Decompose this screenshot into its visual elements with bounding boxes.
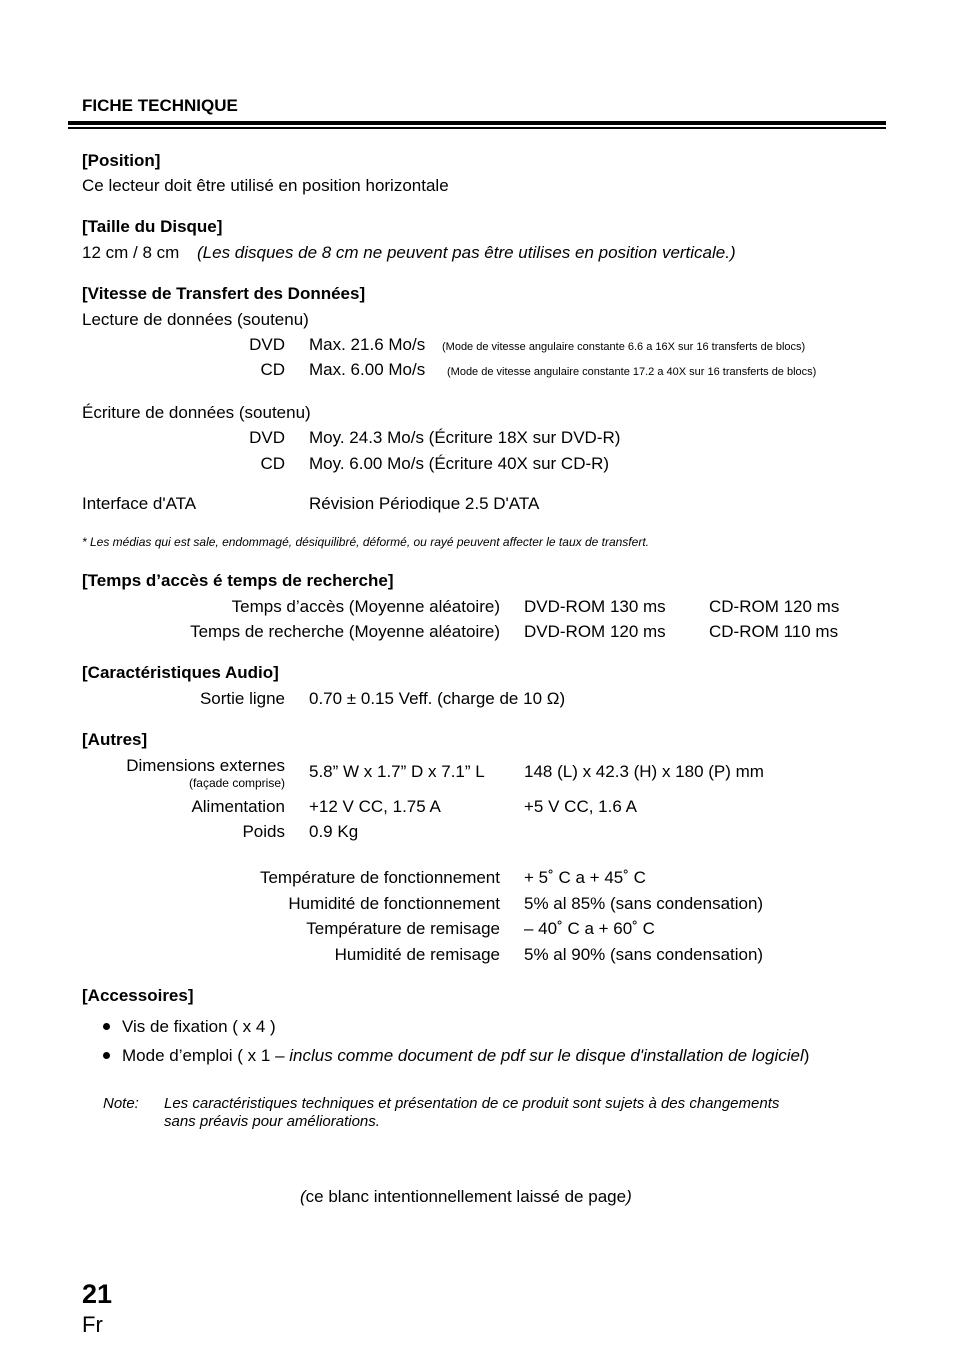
accessory-item-manual	[122, 1046, 809, 1066]
blank-text: ce blanc intentionnellement laissé de page	[305, 1187, 627, 1206]
op-temp-value: + 5˚ C a + 45˚ C	[524, 868, 646, 887]
accessories-heading: [Accessoires]	[82, 986, 194, 1005]
audio-label: Sortie ligne	[199, 689, 285, 708]
op-humidity-value: 5% al 85% (sans condensation)	[524, 894, 764, 913]
storage-temp-value: – 40˚ C a + 60˚ C	[524, 919, 655, 938]
read-dvd-note: (Mode de vitesse angulaire constante 6.6 a 16X sur 16 transferts de blocs)	[442, 341, 806, 353]
audio-value: 0.70 ± 0.15 Veff. (charge de 10 Ω)	[309, 689, 566, 708]
seek-row-label: Temps de recherche (Moyenne aléatoire)	[190, 622, 500, 641]
note-line-1: Les caractéristiques techniques et présentation de ce produit sont sujets à des changements	[164, 1095, 780, 1112]
note-line-2: sans préavis pour améliorations.	[164, 1113, 380, 1130]
read-dvd-type: DVD	[249, 335, 285, 354]
write-cd-value: Moy. 6.00 Mo/s (Écriture 40X sur CD-R)	[309, 454, 610, 473]
transfer-footnote: * Les médias qui est sale, endommagé, désiquilibré, déformé, ou rayé peuvent affecter le taux de transfert.	[82, 535, 649, 549]
audio-heading: [Caractéristiques Audio]	[82, 663, 279, 682]
read-cd-note: (Mode de vitesse angulaire constante 17.2 a 40X sur 16 transferts de blocs)	[447, 366, 817, 378]
read-dvd-value: Max. 21.6 Mo/s	[309, 335, 426, 354]
write-dvd-type: DVD	[249, 428, 285, 447]
storage-humidity-label: Humidité de remisage	[334, 945, 500, 964]
power-label: Alimentation	[191, 797, 285, 816]
manual-prefix: Mode d’emploi ( x 1 –	[122, 1046, 290, 1065]
blank-page-notice	[300, 1187, 632, 1207]
manual-suffix: )	[803, 1046, 810, 1065]
storage-humidity-value: 5% al 90% (sans condensation)	[524, 945, 764, 964]
access-row-cd: CD-ROM 120 ms	[709, 597, 840, 616]
page-title: FICHE TECHNIQUE	[82, 96, 238, 115]
disc-size-note: (Les disques de 8 cm ne peuvent pas être utilises en position verticale.)	[197, 243, 736, 262]
dimensions-label: Dimensions externes	[126, 756, 285, 775]
blank-close-paren: )	[626, 1187, 632, 1206]
power-5v: +5 V CC, 1.6 A	[524, 797, 637, 816]
position-heading: [Position]	[82, 151, 161, 170]
page-number: 21	[82, 1279, 113, 1309]
blank-open-paren: (	[300, 1187, 306, 1206]
position-text: Ce lecteur doit être utilisé en position horizontale	[82, 176, 449, 195]
bullet-icon	[103, 1052, 110, 1059]
storage-temp-label: Température de remisage	[306, 919, 500, 938]
interface-label: Interface d'ATA	[82, 494, 197, 513]
header-rule-thin	[68, 127, 886, 129]
accessory-item-screws: Vis de fixation ( x 4 )	[122, 1017, 276, 1036]
write-label: Écriture de données (soutenu)	[82, 403, 311, 422]
seek-row-dvd: DVD-ROM 120 ms	[524, 622, 666, 641]
transfer-heading: [Vitesse de Transfert des Données]	[82, 284, 366, 303]
weight-value: 0.9 Kg	[309, 822, 359, 841]
note-label: Note:	[103, 1095, 139, 1112]
bullet-icon	[103, 1023, 110, 1030]
access-heading: [Temps d’accès é temps de recherche]	[82, 571, 394, 590]
seek-row-cd: CD-ROM 110 ms	[709, 622, 839, 641]
header-rule-thick	[68, 121, 886, 125]
dimensions-sub: (façade comprise)	[188, 776, 285, 790]
manual-italic: inclus comme document de pdf sur le disque d'installation de logiciel	[289, 1046, 804, 1065]
read-cd-value: Max. 6.00 Mo/s	[309, 360, 426, 379]
write-dvd-value: Moy. 24.3 Mo/s (Écriture 18X sur DVD-R)	[309, 428, 621, 447]
dimensions-mm: 148 (L) x 42.3 (H) x 180 (P) mm	[524, 762, 764, 781]
interface-value: Révision Périodique 2.5 D'ATA	[309, 494, 540, 513]
weight-label: Poids	[242, 822, 285, 841]
access-row-dvd: DVD-ROM 130 ms	[524, 597, 666, 616]
op-temp-label: Température de fonctionnement	[259, 868, 500, 887]
power-12v: +12 V CC, 1.75 A	[309, 797, 441, 816]
disc-size-value: 12 cm / 8 cm	[82, 243, 180, 262]
read-label: Lecture de données (soutenu)	[82, 310, 309, 329]
access-row-label: Temps d’accès (Moyenne aléatoire)	[231, 597, 500, 616]
other-heading: [Autres]	[82, 730, 148, 749]
dimensions-inches: 5.8” W x 1.7” D x 7.1” L	[309, 762, 485, 781]
write-cd-type: CD	[260, 454, 285, 473]
disc-size-heading: [Taille du Disque]	[82, 217, 223, 236]
read-cd-type: CD	[260, 360, 285, 379]
op-humidity-label: Humidité de fonctionnement	[288, 894, 500, 913]
language-code: Fr	[82, 1312, 103, 1337]
